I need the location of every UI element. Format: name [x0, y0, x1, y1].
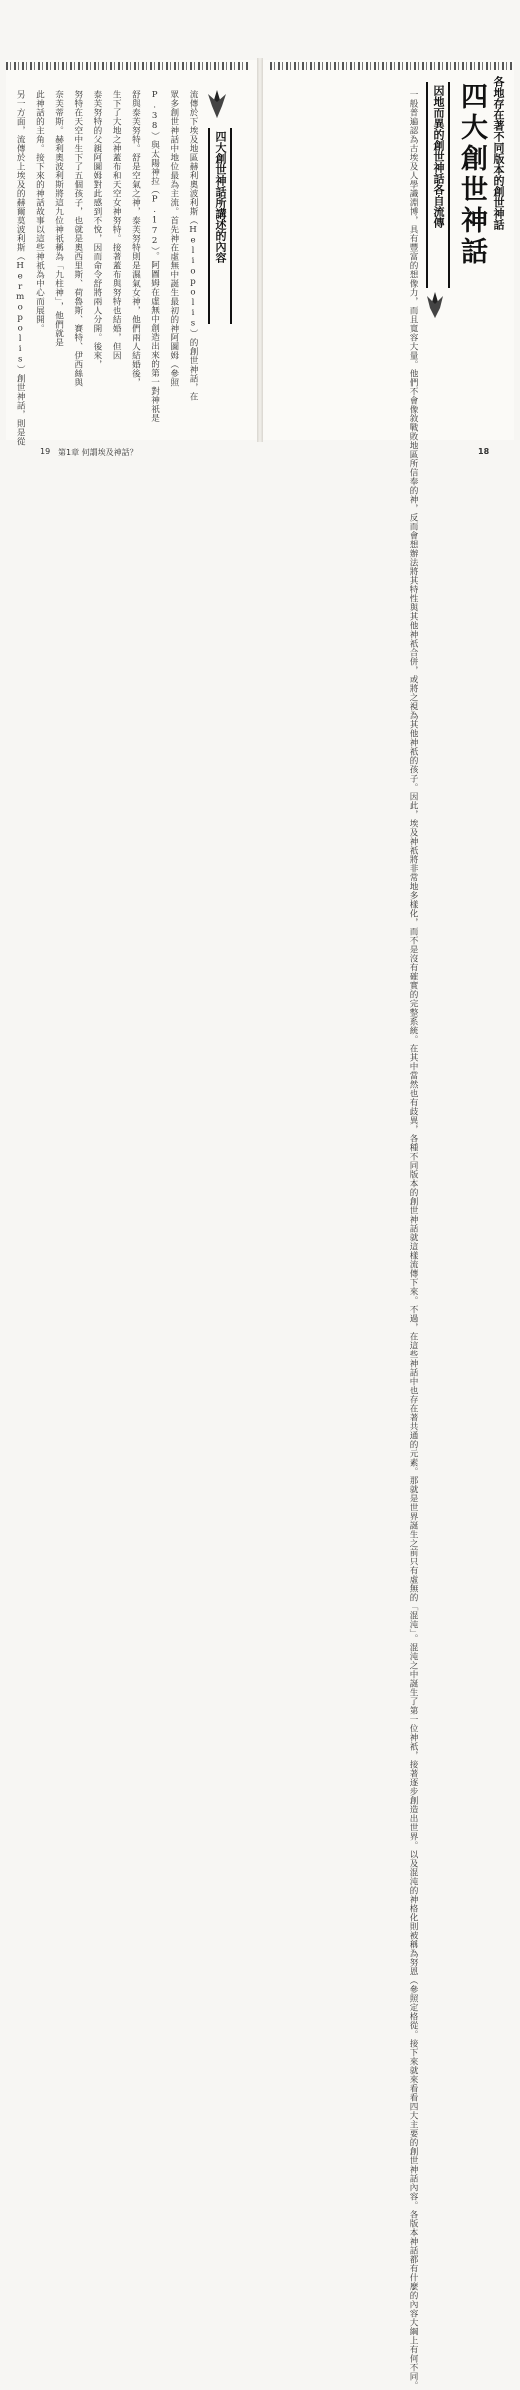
text-column: 生下了大地之神蓋布和天空女神努特。接著蓋布與努特也結婚，但因: [111, 90, 122, 360]
decorative-border-left: [6, 62, 250, 70]
lotus-ornament-icon: [424, 290, 446, 320]
running-head-chapter: 第1章 何謂埃及神話？: [58, 448, 138, 457]
text-column: 另一方面，流傳於上埃及的赫爾莫波利斯（Hermopolis）創世神話，則是從: [15, 90, 26, 446]
section-heading-four-myths: 四大創世神話所講述的內容: [208, 128, 232, 324]
text-column: 舒與泰芙努特。舒是空氣之神，泰芙努特則是濕氣女神，他們兩人結婚後，: [130, 90, 141, 387]
text-column: 不過，在這些神話中也存在著共通的元素。那就是世界誕生之前只有虛無的「混: [408, 1305, 418, 1620]
text-column: 視為其他神祇的孩子。因此，埃及神祇將非常地多樣化，而不是沒有確實: [408, 702, 418, 990]
text-column: P.38）與太陽神拉（P.172）。阿圖姆在虛無中創造出來的第一對神祇是: [149, 90, 160, 423]
text-column: 此神話的主角。接下來的神話故事以這些神祇為中心而展開。: [34, 90, 45, 333]
decorative-border-right: [270, 62, 514, 70]
text-column: 眾多創世神話中地位最為主流。首先神在虛無中誕生最初的神阿圖姆（參照: [168, 90, 179, 387]
text-column: 的完整系統。在其中當然也有歧異，各種不同版本的創世神話就這樣流傳下來。: [408, 990, 418, 1305]
text-column: 努特在天空中生下了五個孩子，也就是奧西里斯、荷魯斯、賽特、伊西絲與: [72, 90, 83, 387]
text-column: 不會像敘戰敗地區所信奉的神，反而會想辦法將其特性與其他神祇合併，或將之: [408, 387, 418, 702]
chapter-subtitle: 各地存在著不同版本的創世神話: [492, 76, 505, 230]
lotus-ornament-icon: [206, 86, 228, 120]
chapter-title: 四大創世神話: [456, 82, 487, 268]
text-column: 定格從。接下來就來看看四大主要的創世神話內容。各版本神話都有什麼的內容大綱上有何不同。: [408, 2002, 418, 2390]
right-page-body: [282, 90, 418, 2390]
text-column: 一般普遍認為古埃及人學識淵博，具有豐富的想像力，而且寬容大量。他們: [408, 90, 418, 387]
text-column: 沌」。混沌之中誕生了第一位神祇，接著逐步創造出世界。以及混沌的神格化則被稱為努恩（參照: [408, 1620, 418, 2003]
text-column: 奈芙蒂斯。赫利奧波利斯將這九位神祇稱為「九柱神」，他們就是: [53, 90, 64, 347]
text-column: 泰芙努特的父親阿圖姆對此感到不悅，因而命令舒將兩人分開。後來，: [91, 90, 102, 369]
page-number-left: 19: [40, 447, 51, 456]
left-page-body: [15, 90, 198, 446]
section-heading-origins: 因地而異的創世神話各自流傳: [426, 82, 450, 288]
text-column: 流傳於下埃及地區赫利奧波利斯（Heliopolis）的創世神話，在: [188, 90, 198, 401]
book-gutter: [257, 58, 263, 442]
page-number-right: 18: [478, 447, 490, 456]
